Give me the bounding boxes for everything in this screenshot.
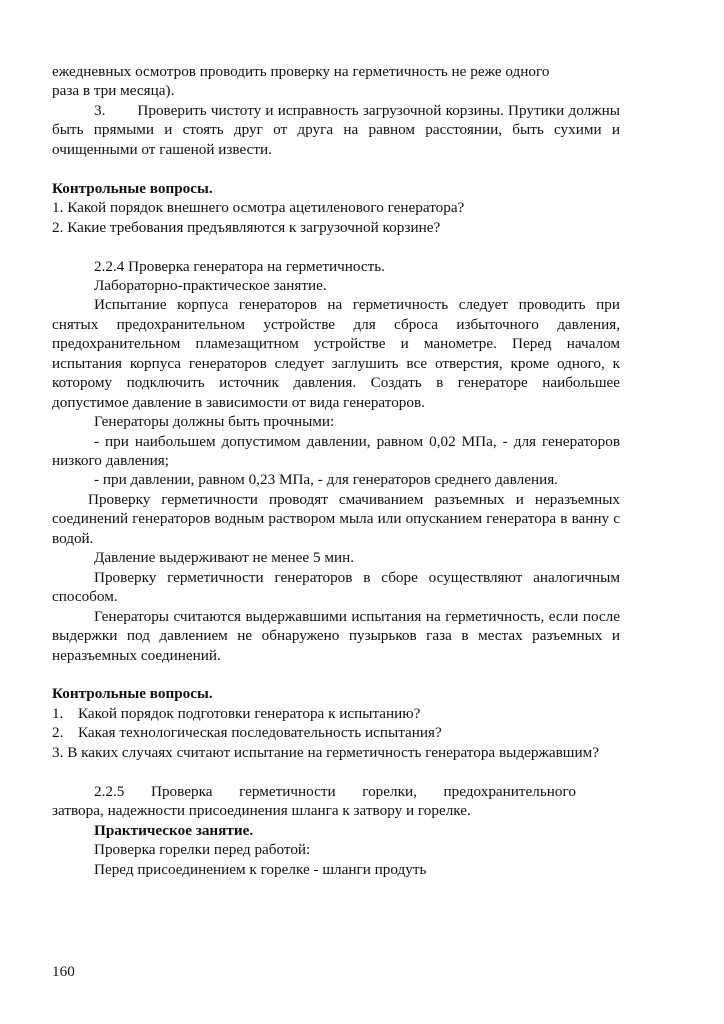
section-type: Лабораторно-практическое занятие. (94, 276, 327, 294)
paragraph-line: раза в три месяца). (52, 82, 175, 100)
section-title-line (94, 782, 620, 801)
control-question (52, 704, 620, 723)
paragraph: Генераторы должны быть прочными: (94, 413, 335, 431)
question-number: 1. (52, 704, 64, 722)
paragraph: Проверку герметичности проводят смачиванием разъемных и неразъемных соединений генераторов водным раствором мыла или опусканием генератора в ванну с водой. (52, 490, 620, 547)
section-title-line-2: затвора, надежности присоединения шланга к затвору и горелке. (52, 802, 471, 820)
list-item-3 (52, 101, 620, 159)
section-number: 2.2.5 (94, 782, 125, 800)
page-number: 160 (52, 963, 75, 980)
page-body (52, 62, 620, 879)
question-number: 2. (52, 724, 64, 742)
paragraph: Проверку герметичности генераторов в сборе осуществляют аналогичным способом. (52, 568, 620, 606)
paragraph: - при наибольшем допустимом давлении, равном 0,02 МПа, - для генераторов низкого давления; (52, 432, 620, 470)
paragraph-line: ежедневных осмотров проводить проверку на герметичность не реже одного (52, 63, 550, 80)
control-question (52, 723, 620, 742)
paragraph: Давление выдерживают не менее 5 мин. (94, 549, 355, 567)
control-questions-heading-2: Контрольные вопросы. (52, 685, 213, 703)
paragraph: Проверка горелки перед работой: (94, 841, 311, 859)
title-word: Проверка (151, 782, 213, 800)
list-text: Проверить чистоту и исправность загрузочной корзины. Прутики должны быть прямыми и стоять друг от друга на равном расстоянии, быть сухими и очищенными от гашеной извести. (52, 101, 620, 158)
paragraph: Перед присоединением к горелке - шланги продуть (94, 860, 427, 878)
paragraph: Генераторы считаются выдержавшими испытания на герметичность, если после выдержки под давлением не обнаружено пузырьков газа в местах разъемных и неразъемных соединений. (52, 607, 620, 664)
title-word: предохранительного (443, 782, 576, 800)
question-text: Какой порядок подготовки генератора к испытанию? (78, 704, 421, 722)
control-question: 2. Какие требования предъявляются к загрузочной корзине? (52, 218, 441, 236)
section-title: 2.2.4 Проверка генератора на герметичность. (94, 257, 385, 275)
question-text: Какая технологическая последовательность испытания? (78, 724, 442, 742)
list-number: 3. (94, 101, 106, 119)
title-word: герметичности (239, 782, 336, 800)
control-question: 1. Какой порядок внешнего осмотра ацетиленового генератора? (52, 199, 465, 217)
paragraph: Испытание корпуса генераторов на герметичность следует проводить при снятых предохранительном устройстве для сброса избыточного давления, предохранительном пламезащитном устройстве и манометре. Перед началом испытания корпуса генераторов следует заглушить все отверстия, кроме одного, к которому подключить источник давления. Создать в генераторе наибольшее допустимое давление в зависимости от вида генераторов. (52, 296, 620, 411)
control-question: 3. В каких случаях считают испытание на герметичность генератора выдержавшим? (52, 743, 599, 761)
title-word: горелки, (362, 782, 417, 800)
section-title-225 (52, 782, 620, 801)
paragraph: - при давлении, равном 0,23 МПа, - для генераторов среднего давления. (94, 471, 558, 489)
paragraph-continued (52, 62, 620, 101)
control-questions-heading-1: Контрольные вопросы. (52, 179, 213, 197)
section-type: Практическое занятие. (94, 821, 254, 839)
